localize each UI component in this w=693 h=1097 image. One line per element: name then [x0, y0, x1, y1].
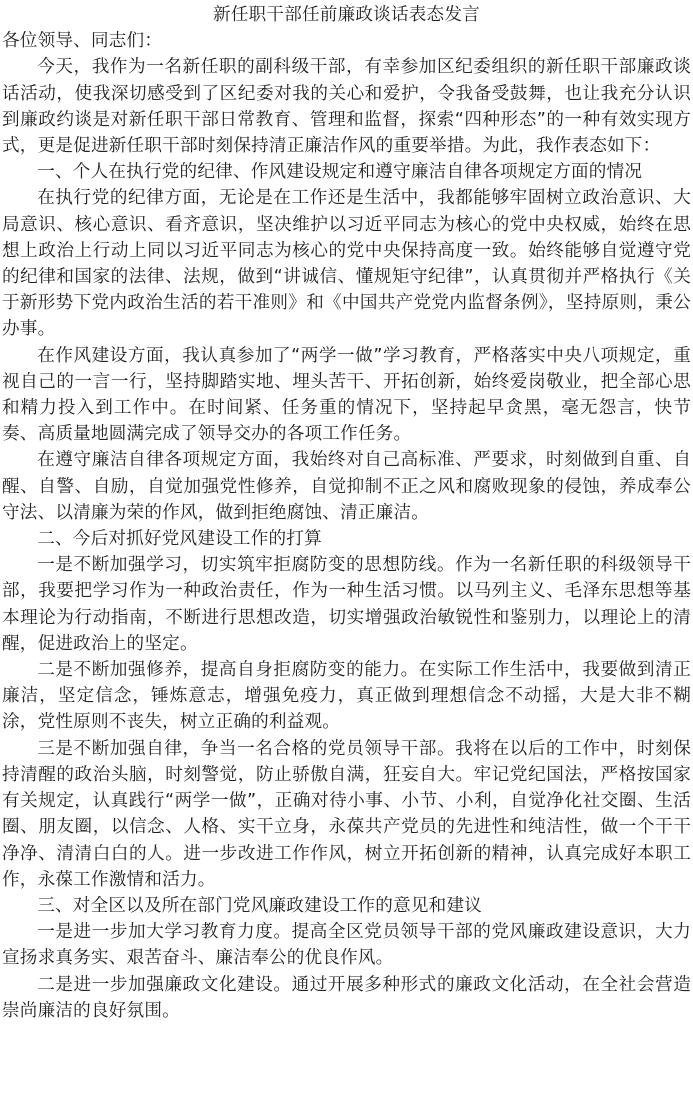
section-1-paragraph-3: 在遵守廉洁自律各项规定方面，我始终对自己高标准、严要求，时刻做到自重、自醒、自警、自励，自觉加强党性修养，自觉抑制不正之风和腐败现象的侵蚀，养成奉公守法、以清廉为荣的作风，做到拒绝腐蚀、清正廉洁。: [2, 450, 691, 523]
section-1-paragraph-2: 在作风建设方面，我认真参加了“两学一做”学习教育，严格落实中央八项规定，重视自己的一言一行，坚持脚踏实地、埋头苦干、开拓创新，始终爱岗敬业，把全部心思和精力投入到工作中。在时间紧、任务重的情况下，坚持起早贪黑，毫无怨言，快节奏、高质量地圆满完成了领导交办的各项工作任务。: [2, 345, 691, 445]
section-2-paragraph-3: 三是不断加强自律，争当一名合格的党员领导干部。我将在以后的工作中，时刻保持清醒的政治头脑，时刻警觉，防止骄傲自满，狂妄自大。牢记党纪国法，严格按国家有关规定，认真践行“两学一做”，正确对待小事、小节、小利，自觉净化社交圈、生活圈、朋友圈，以信念、人格、实干立身，永葆共产党员的先进性和纯洁性，做一个干干净净、清清白白的人。进一步改进工作作风，树立开拓创新的精神，认真完成好本职工作，永葆工作激情和活力。: [2, 738, 691, 890]
section-2-paragraph-1: 一是不断加强学习，切实筑牢拒腐防变的思想防线。作为一名新任职的科级领导干部，我要把学习作为一种政治责任，作为一种生活习惯。以马列主义、毛泽东思想等基本理论为行动指南，不断进行思想改造，切实增强政治敏锐性和鉴别力，以理论上的清醒，促进政治上的坚定。: [2, 555, 691, 654]
section-1-paragraph-1: 在执行党的纪律方面，无论是在工作还是生活中，我都能够牢固树立政治意识、大局意识、核心意识、看齐意识，坚决维护以习近平同志为核心的党中央权威，始终在思想上政治上行动上同以习近平同志为核心的党中央保持高度一致。始终能够自觉遵守党的纪律和国家的法律、法规，做到“讲诚信、懂规矩守纪律”，认真贯彻并严格执行《关于新形势下党内政治生活的若干准则》和《中国共产党党内监督条例》，坚持原则，秉公办事。: [2, 188, 691, 340]
greeting: 各位领导、同志们：: [2, 31, 163, 52]
section-2-heading: 二、今后对抓好党风建设工作的打算: [37, 529, 322, 550]
section-3-paragraph-1: 一是进一步加大学习教育力度。提高全区党员领导干部的党风廉政建设意识，大力宣扬求真务实、艰苦奋斗、廉洁奉公的优良作风。: [2, 922, 691, 969]
section-2-paragraph-2: 二是不断加强修养，提高自身拒腐防变的能力。在实际工作生活中，我要做到清正廉洁，坚定信念，锤炼意志，增强免疫力，真正做到理想信念不动摇，大是大非不糊涂，党性原则不丧失，树立正确的利益观。: [2, 660, 691, 733]
document-title: 新任职干部任前廉政谈话表态发言: [213, 5, 480, 25]
intro-paragraph: 今天，我作为一名新任职的副科级干部，有幸参加区纪委组织的新任职干部廉政谈话活动，使我深切感受到了区纪委对我的关心和爱护，令我备受鼓舞，也让我充分认识到廉政约谈是对新任职干部日常教育、管理和监督，探索“四种形态”的一种有效实现方式，更是促进新任职干部时刻保持清正廉洁作风的重要举措。为此，我作表态如下：: [2, 57, 691, 157]
section-3-heading: 三、对全区以及所在部门党风廉政建设工作的意见和建议: [37, 895, 483, 916]
section-3-paragraph-2: 二是进一步加强廉政文化建设。通过开展多种形式的廉政文化活动，在全社会营造 崇尚廉洁的良好氛围。: [2, 974, 691, 1021]
section-1-heading: 一、个人在执行党的纪律、作风建设规定和遵守廉洁自律各项规定方面的情况: [37, 162, 643, 183]
